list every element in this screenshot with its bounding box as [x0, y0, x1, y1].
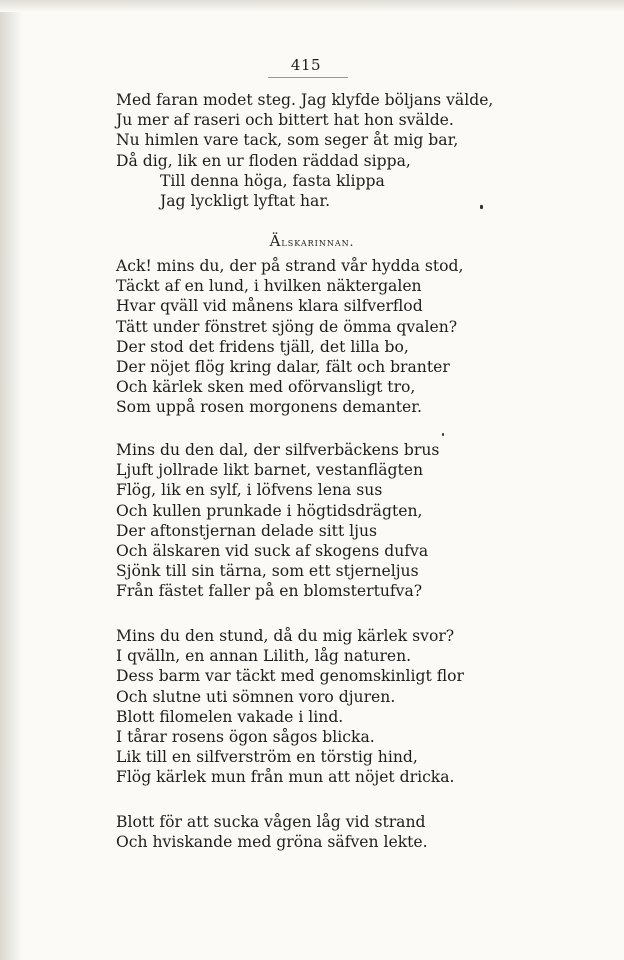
ink-speck [480, 205, 483, 209]
verse-line: Som uppå rosen morgonens demanter. [116, 398, 422, 417]
verse-line: Ack! mins du, der på strand vår hydda stod, [116, 257, 464, 275]
verse-line: Med faran modet steg. Jag klyfde böljans välde, [116, 91, 494, 109]
verse-line: Och slutne uti sömnen voro djuren. [116, 687, 396, 706]
verse-line: Blott filomelen vakade i lind. [116, 707, 344, 726]
verse-line: Och hviskande med gröna säfven lekte. [116, 833, 428, 852]
verse-line: Flög, lik en sylf, i löfvens lena sus [116, 481, 383, 500]
page-top-shadow [0, 0, 624, 12]
page-edge-shadow [0, 0, 22, 960]
verse-line: Nu himlen vare tack, som seger åt mig bar, [116, 131, 459, 150]
verse-line: Jag lyckligt lyftat har. [160, 191, 331, 210]
verse-line: Och kärlek sken med oförvansligt tro, [116, 378, 416, 397]
verse-line: Flög kärlek mun från mun att nöjet dricka. [116, 768, 455, 787]
section-heading: Älskarinnan. [269, 232, 355, 250]
verse-line: Ljuft jollrade likt barnet, vestanflägten [116, 461, 424, 480]
page-number: 415 [290, 56, 322, 74]
verse-line: Blott för att sucka vågen låg vid strand [116, 813, 426, 831]
stanza-1 [116, 256, 463, 418]
verse-line: I qvälln, en annan Lilith, låg naturen. [116, 647, 412, 666]
opening-stanza [116, 90, 493, 211]
stanza-4 [116, 812, 428, 852]
verse-line: Täckt af en lund, i hvilken näktergalen [116, 277, 422, 296]
page-number-rule [268, 77, 348, 78]
verse-line: Till denna höga, fasta klippa [160, 171, 385, 190]
verse-line: Der stod det fridens tjäll, det lilla bo, [116, 337, 409, 356]
verse-line: Hvar qväll vid månens klara silfverflod [116, 297, 423, 316]
verse-line: Tätt under fönstret sjöng de ömma qvalen? [116, 317, 458, 336]
verse-line: Lik till en silfverström en törstig hind, [116, 748, 418, 767]
verse-line: Mins du den dal, der silfverbäckens brus [116, 441, 440, 459]
verse-line: Sjönk till sin tärna, som ett stjerneljus [116, 562, 419, 581]
verse-line: Mins du den stund, då du mig kärlek svor? [116, 627, 455, 645]
stanza-2 [116, 440, 439, 602]
verse-line: Ju mer af raseri och bittert hat hon svälde. [116, 111, 454, 130]
verse-line: Och kullen prunkade i högtidsdrägten, [116, 501, 423, 520]
verse-line: I tårar rosens ögon sågos blicka. [116, 727, 375, 746]
verse-line: Der aftonstjernan delade sitt ljus [116, 521, 378, 540]
ink-speck [442, 433, 444, 436]
verse-line: Der nöjet flög kring dalar, fält och branter [116, 357, 450, 376]
verse-line: Från fästet faller på en blomstertufva? [116, 582, 423, 601]
verse-line: Och älskaren vid suck af skogens dufva [116, 541, 429, 560]
verse-line: Dess barm var täckt med genomskinligt flor [116, 667, 464, 686]
stanza-3 [116, 626, 464, 788]
verse-line: Då dig, lik en ur floden räddad sippa, [116, 151, 411, 170]
